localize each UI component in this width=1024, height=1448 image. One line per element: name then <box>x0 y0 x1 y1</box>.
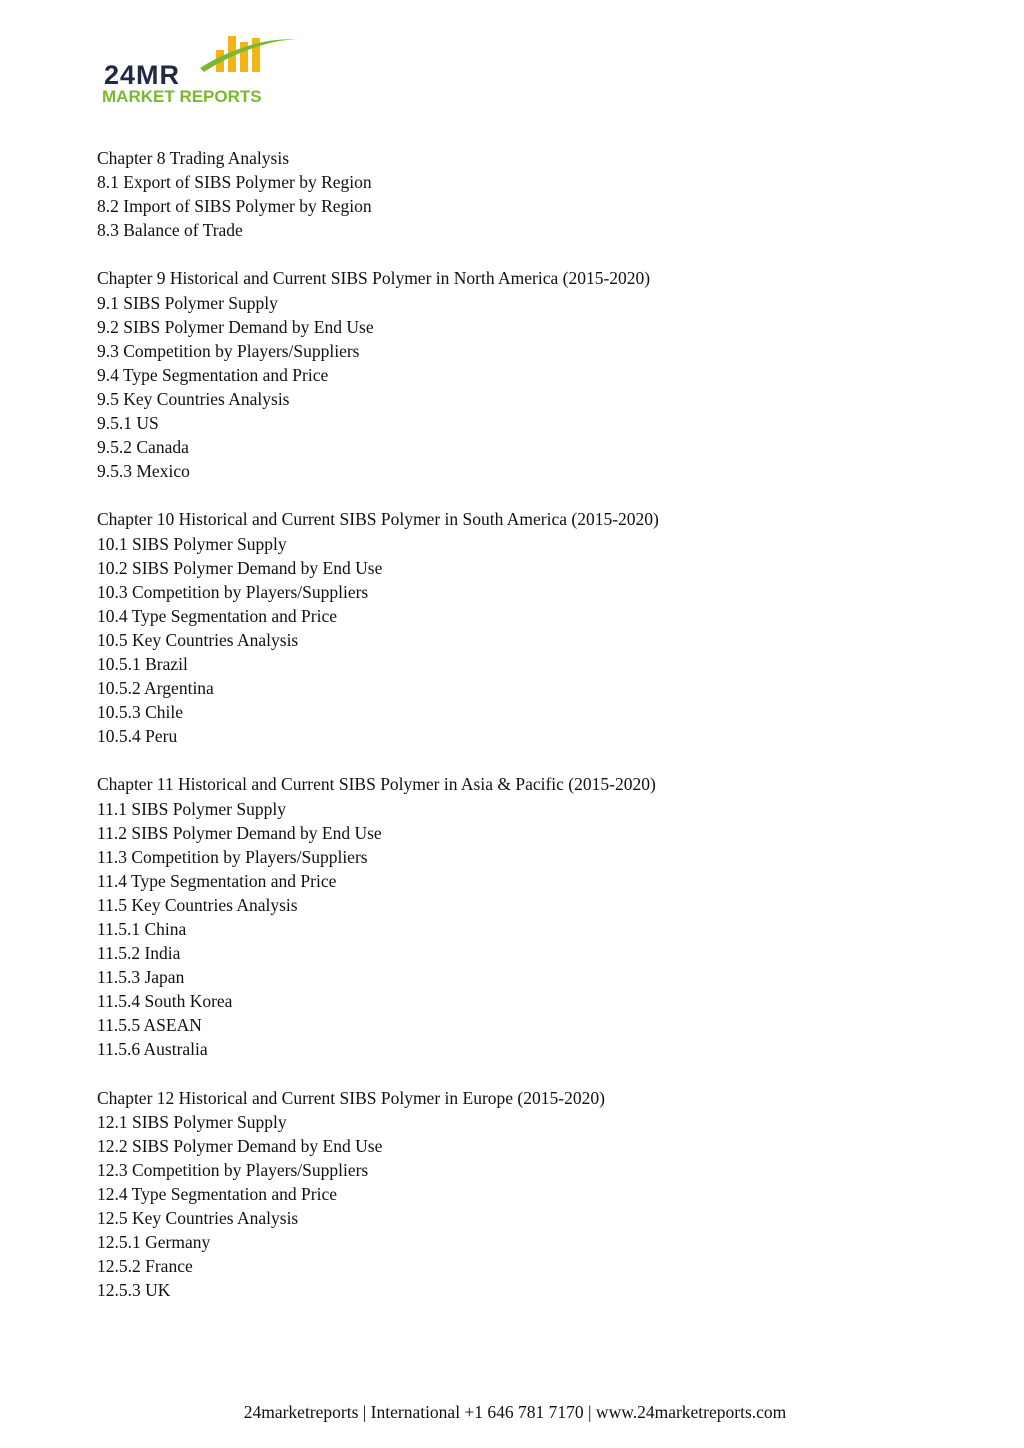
toc-item: 12.2 SIBS Polymer Demand by End Use <box>97 1135 383 1156</box>
toc-item: 9.5.1 US <box>97 413 159 434</box>
toc-item: 10.5.2 Argentina <box>97 678 214 699</box>
logo-tagline: MARKET REPORTS <box>102 87 262 106</box>
chapter-section <box>97 772 957 1061</box>
toc-item: 8.2 Import of SIBS Polymer by Region <box>97 196 372 217</box>
toc-item: 10.5.1 Brazil <box>97 653 188 674</box>
toc-item: 10.2 SIBS Polymer Demand by End Use <box>97 557 383 578</box>
toc-item: 10.3 Competition by Players/Suppliers <box>97 581 369 602</box>
chapter-title: Chapter 11 Historical and Current SIBS Polymer in Asia & Pacific (2015-2020) <box>97 774 656 795</box>
toc-item: 11.5.3 Japan <box>97 967 185 988</box>
toc-item: 10.5 Key Countries Analysis <box>97 629 299 650</box>
toc-item: 8.1 Export of SIBS Polymer by Region <box>97 172 372 193</box>
logo-wordmark: 24MR <box>104 60 181 90</box>
chapter-title: Chapter 10 Historical and Current SIBS Polymer in South America (2015-2020) <box>97 509 659 530</box>
toc-item: 12.1 SIBS Polymer Supply <box>97 1111 287 1132</box>
toc-item: 9.5.2 Canada <box>97 437 189 458</box>
toc-item: 10.5.4 Peru <box>97 726 178 747</box>
chapter-section <box>97 1086 957 1303</box>
toc-item: 10.5.3 Chile <box>97 702 184 723</box>
chapter-title: Chapter 12 Historical and Current SIBS Polymer in Europe (2015-2020) <box>97 1087 605 1108</box>
table-of-contents <box>97 146 957 1327</box>
chapter-section <box>97 266 957 483</box>
toc-item: 12.5.2 France <box>97 1256 193 1277</box>
toc-item: 11.5.2 India <box>97 943 181 964</box>
chapter-title: Chapter 9 Historical and Current SIBS Polymer in North America (2015-2020) <box>97 268 651 289</box>
toc-item: 9.3 Competition by Players/Suppliers <box>97 340 360 361</box>
toc-item: 11.5.6 Australia <box>97 1039 208 1060</box>
toc-item: 12.3 Competition by Players/Suppliers <box>97 1159 369 1180</box>
toc-item: 9.5 Key Countries Analysis <box>97 388 290 409</box>
toc-item: 11.5.4 South Korea <box>97 991 233 1012</box>
toc-item: 9.5.3 Mexico <box>97 461 190 482</box>
toc-item: 12.4 Type Segmentation and Price <box>97 1184 338 1205</box>
toc-item: 11.5.5 ASEAN <box>97 1015 202 1036</box>
logo-bars-icon <box>198 28 318 84</box>
toc-item: 9.1 SIBS Polymer Supply <box>97 292 278 313</box>
chapter-section <box>97 507 957 748</box>
chapter-title: Chapter 8 Trading Analysis <box>97 148 290 168</box>
toc-item: 8.3 Balance of Trade <box>97 220 243 241</box>
toc-item: 9.4 Type Segmentation and Price <box>97 364 329 385</box>
toc-item: 11.2 SIBS Polymer Demand by End Use <box>97 822 382 843</box>
toc-item: 11.1 SIBS Polymer Supply <box>97 798 286 819</box>
toc-item: 9.2 SIBS Polymer Demand by End Use <box>97 316 374 337</box>
toc-item: 11.5 Key Countries Analysis <box>97 894 298 915</box>
toc-item: 12.5.3 UK <box>97 1280 171 1301</box>
company-logo <box>100 28 310 108</box>
page-footer: 24marketreports | International +1 646 781 7170 | www.24marketreports.com <box>243 1402 787 1422</box>
toc-item: 12.5.1 Germany <box>97 1232 211 1253</box>
toc-item: 10.1 SIBS Polymer Supply <box>97 533 287 554</box>
toc-item: 11.5.1 China <box>97 919 187 939</box>
toc-item: 11.4 Type Segmentation and Price <box>97 870 337 891</box>
toc-item: 10.4 Type Segmentation and Price <box>97 605 338 626</box>
toc-item: 12.5 Key Countries Analysis <box>97 1208 299 1229</box>
chapter-section <box>97 146 957 242</box>
toc-item: 11.3 Competition by Players/Suppliers <box>97 846 368 867</box>
